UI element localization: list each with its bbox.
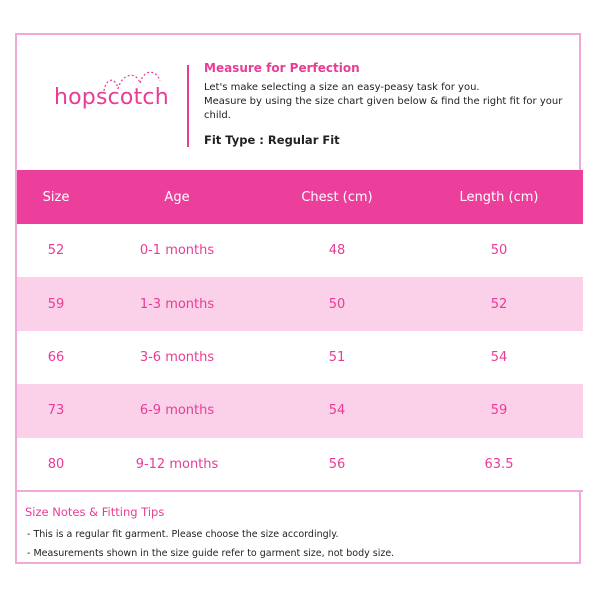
length-cell: 50 [490,243,508,259]
age-cell: 0-1 months [139,243,215,259]
brand-logo-text: hopscotch [54,85,169,110]
fit-type-label: Fit Type : Regular Fit [204,133,340,147]
size-cell: 52 [47,243,65,259]
size-notes-list [27,525,394,563]
table-row [17,438,583,491]
age-cell: 9-12 months [135,456,219,472]
header-divider [187,65,189,147]
table-row [17,224,583,277]
size-cell: 73 [47,403,65,419]
chest-cell: 48 [328,243,346,259]
table-row [17,331,583,384]
chest-cell: 54 [328,403,346,419]
column-header-chest: Chest (cm) [301,189,373,205]
size-cell: 66 [47,349,65,365]
intro-line: Measure by using the size chart given below & find the right fit for your child. [204,96,563,121]
column-header-size: Size [42,189,70,205]
size-table [17,170,583,491]
intro-text [204,81,569,123]
length-cell: 63.5 [484,456,514,472]
age-cell: 6-9 months [139,403,215,419]
size-chart-card [15,33,581,564]
column-header-age: Age [164,189,190,205]
size-cell: 59 [47,296,65,312]
page-title: Measure for Perfection [204,61,360,75]
chest-cell: 51 [328,349,346,365]
chest-cell: 50 [328,296,346,312]
column-header-length: Length (cm) [459,189,539,205]
table-row [17,277,583,330]
chest-cell: 56 [328,456,346,472]
intro-line: Let's make selecting a size an easy-peasy task for you. [204,82,480,93]
size-chart-header [17,35,583,170]
size-notes-section [17,490,583,564]
age-cell: 1-3 months [139,296,215,312]
list-item: - This is a regular fit garment. Please choose the size accordingly. [27,529,339,540]
table-header-row [17,170,583,224]
brand-logo [52,65,172,125]
table-row [17,384,583,437]
size-cell: 80 [47,456,65,472]
list-item: - Measurements shown in the size guide refer to garment size, not body size. [27,548,395,559]
length-cell: 54 [490,349,508,365]
length-cell: 52 [490,296,508,312]
size-notes-title: Size Notes & Fitting Tips [25,505,165,519]
length-cell: 59 [490,403,508,419]
age-cell: 3-6 months [139,349,215,365]
